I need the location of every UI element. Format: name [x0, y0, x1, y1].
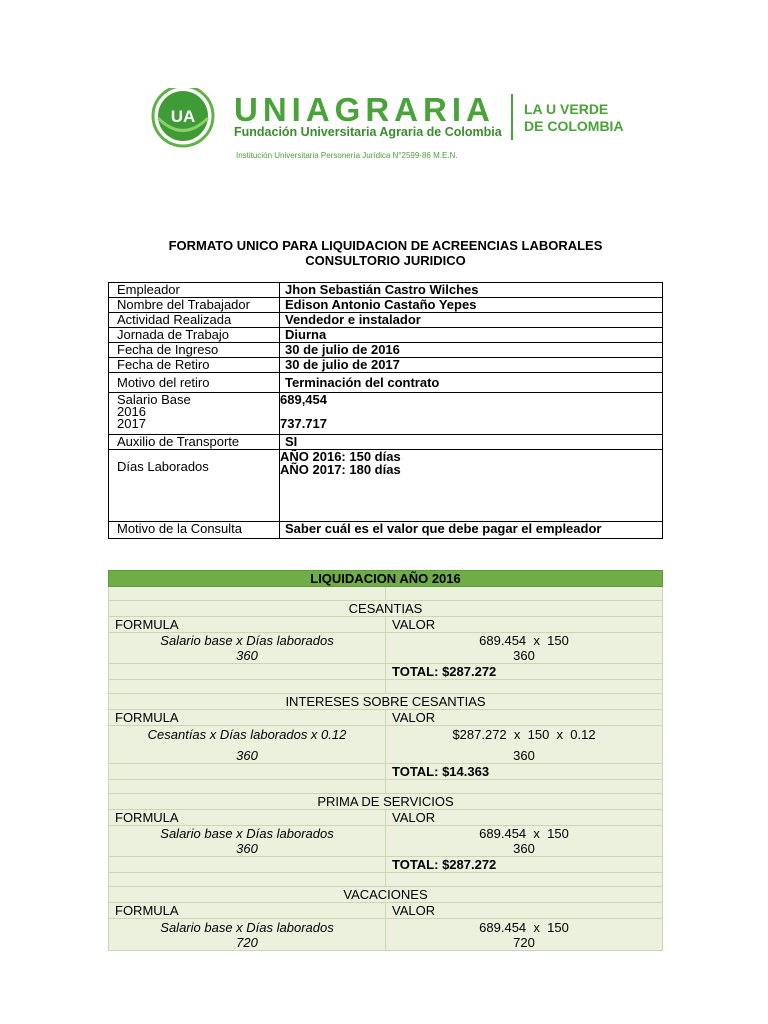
formula-label: FORMULA: [109, 617, 386, 633]
formula-label: FORMULA: [109, 710, 386, 726]
cesantias-title: CESANTIAS: [109, 601, 663, 617]
label-salario-2016: 2016: [117, 404, 146, 419]
document-title-line1: FORMATO UNICO PARA LIQUIDACION DE ACREENCIAS LABORALES: [168, 238, 603, 253]
logo-subtitle: Fundación Universitaria Agraria de Colombia: [234, 125, 502, 139]
formula-header-row: [109, 617, 663, 633]
value-empleador: Jhon Sebastián Castro Wilches: [280, 283, 663, 298]
logo-circle-text: UA: [170, 107, 196, 126]
formula-row: [109, 919, 663, 951]
row-jornada: [109, 328, 663, 343]
value-trabajador: Edison Antonio Castaño Yepes: [280, 298, 663, 313]
cesantias-valor: [386, 633, 663, 664]
label-salario-2017: 2017: [117, 416, 146, 431]
cesantias-formula-num: Salario base x Días laborados: [160, 633, 334, 648]
value-salario-2017: 737.717: [280, 416, 327, 431]
vacaciones-formula-num: Salario base x Días laborados: [160, 919, 334, 935]
prima-valor-den: 360: [513, 841, 535, 856]
spacer-row: [109, 587, 663, 601]
vacaciones-title: VACACIONES: [109, 887, 663, 903]
label-auxilio: Auxilio de Transporte: [109, 435, 280, 450]
prima-total: TOTAL: $287.272: [386, 857, 663, 873]
row-actividad: [109, 313, 663, 328]
spacer-row: [109, 780, 663, 794]
value-dias: [280, 450, 663, 522]
intereses-formula-num: Cesantías x Días laborados x 0.12: [147, 726, 347, 742]
intereses-total: TOTAL: $14.363: [386, 764, 663, 780]
cesantias-valor-den: 360: [513, 648, 535, 663]
logo-tagline-2: DE COLOMBIA: [524, 118, 624, 134]
valor-label: VALOR: [386, 710, 663, 726]
row-salario: [109, 393, 663, 435]
prima-formula-den: 360: [236, 841, 258, 856]
total-row: [109, 664, 663, 680]
cesantias-valor-num: 689.454 x 150: [479, 633, 569, 648]
liquidation-table: [108, 570, 663, 951]
section-title-row: [109, 601, 663, 617]
prima-valor-num: 689.454 x 150: [479, 826, 569, 841]
value-salario: [280, 393, 663, 435]
worker-info-table: [108, 282, 663, 539]
formula-row: [109, 726, 663, 764]
logo-divider: [511, 94, 513, 140]
formula-row: [109, 826, 663, 857]
row-consulta: [109, 522, 663, 539]
intereses-valor-num: $287.272 x 150 x 0.12: [452, 726, 596, 742]
value-salario-2016: 689,454: [280, 392, 327, 407]
label-dias: Días Laborados: [109, 450, 280, 522]
row-empleador: [109, 283, 663, 298]
prima-formula: [109, 826, 386, 857]
label-motivo: Motivo del retiro: [109, 373, 280, 393]
formula-label: FORMULA: [109, 903, 386, 919]
label-ingreso: Fecha de Ingreso: [109, 343, 280, 358]
vacaciones-valor: [386, 919, 663, 951]
cesantias-formula-den: 360: [236, 648, 258, 663]
intereses-formula: [109, 726, 386, 764]
vacaciones-formula: [109, 919, 386, 951]
prima-formula-num: Salario base x Días laborados: [160, 826, 334, 841]
intereses-title: INTERESES SOBRE CESANTIAS: [109, 694, 663, 710]
section-title-row: [109, 794, 663, 810]
document-title-line2: CONSULTORIO JURIDICO: [305, 253, 466, 268]
row-retiro: [109, 358, 663, 373]
total-row: [109, 764, 663, 780]
total-row: [109, 857, 663, 873]
prima-title: PRIMA DE SERVICIOS: [109, 794, 663, 810]
valor-label: VALOR: [386, 810, 663, 826]
value-retiro: 30 de julio de 2017: [280, 358, 663, 373]
row-auxilio: [109, 435, 663, 450]
label-jornada: Jornada de Trabajo: [109, 328, 280, 343]
label-salario-base: Salario Base: [117, 392, 191, 407]
row-trabajador: [109, 298, 663, 313]
formula-header-row: [109, 710, 663, 726]
formula-header-row: [109, 903, 663, 919]
logo-tagline-1: LA U VERDE: [524, 101, 609, 117]
label-empleador: Empleador: [109, 283, 280, 298]
row-dias: [109, 450, 663, 522]
valor-label: VALOR: [386, 903, 663, 919]
row-motivo: [109, 373, 663, 393]
label-actividad: Actividad Realizada: [109, 313, 280, 328]
value-consulta: Saber cuál es el valor que debe pagar el empleador: [280, 522, 663, 539]
vacaciones-valor-num: 689.454 x 150: [479, 919, 569, 935]
label-salario: [109, 393, 280, 435]
formula-header-row: [109, 810, 663, 826]
label-consulta: Motivo de la Consulta: [109, 522, 280, 539]
value-motivo: Terminación del contrato: [280, 373, 663, 393]
value-auxilio: SI: [280, 435, 663, 450]
formula-label: FORMULA: [109, 810, 386, 826]
liq-header-row: [109, 571, 663, 587]
cesantias-formula: [109, 633, 386, 664]
label-trabajador: Nombre del Trabajador: [109, 298, 280, 313]
logo-legal: Institución Universitaria Personería Jurídica N°2599-86 M.E.N.: [236, 151, 458, 160]
vacaciones-formula-den: 720: [236, 934, 258, 950]
cesantias-total: TOTAL: $287.272: [386, 664, 663, 680]
intereses-formula-den: 360: [236, 747, 258, 763]
value-actividad: Vendedor e instalador: [280, 313, 663, 328]
formula-row: [109, 633, 663, 664]
uniagraria-logo: [150, 88, 640, 168]
value-jornada: Diurna: [280, 328, 663, 343]
section-title-row: [109, 694, 663, 710]
intereses-valor-den: 360: [513, 747, 535, 763]
prima-valor: [386, 826, 663, 857]
intereses-valor: [386, 726, 663, 764]
value-dias-2016: AÑO 2016: 150 días: [280, 449, 401, 464]
label-retiro: Fecha de Retiro: [109, 358, 280, 373]
valor-label: VALOR: [386, 617, 663, 633]
logo-name: UNIAGRARIA: [234, 91, 495, 128]
value-dias-2017: AÑO 2017: 180 días: [280, 462, 401, 477]
spacer-row: [109, 680, 663, 694]
liq-header: LIQUIDACION AÑO 2016: [109, 571, 663, 587]
section-title-row: [109, 887, 663, 903]
value-ingreso: 30 de julio de 2016: [280, 343, 663, 358]
row-ingreso: [109, 343, 663, 358]
spacer-row: [109, 873, 663, 887]
vacaciones-valor-den: 720: [513, 934, 535, 950]
